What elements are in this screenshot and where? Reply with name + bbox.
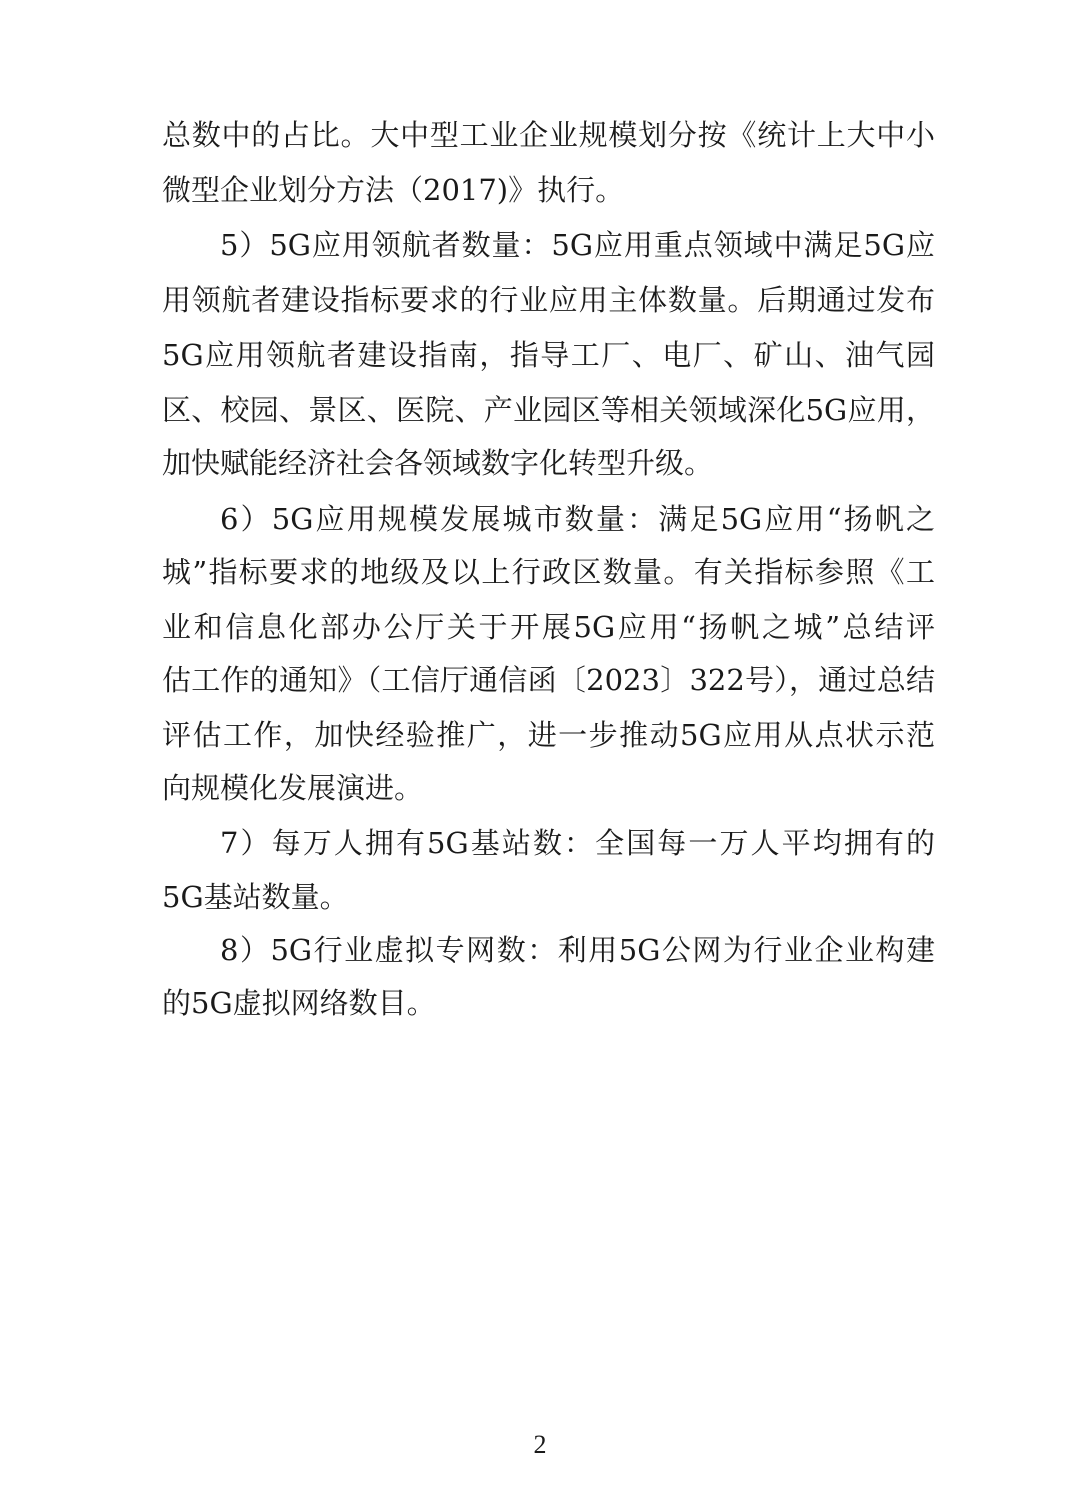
- paragraph-8-start: 8）5G行业虚拟专网数：利用5G公网为行业企业构建: [220, 933, 935, 967]
- paragraph-6-start: 6）5G应用规模发展城市数量：满足5G应用“扬帆之: [220, 502, 935, 536]
- text-line: 总数中的占比。大中型工业企业规模划分按《统计上大中小: [162, 118, 935, 152]
- text-line: 微型企业划分方法（2017)》执行。: [162, 173, 625, 207]
- text-line: 估工作的通知》（工信厅通信函〔2023〕322号），通过总结: [162, 663, 935, 697]
- paragraph-7-start: 7）每万人拥有5G基站数：全国每一万人平均拥有的: [220, 826, 935, 860]
- text-line: 区、校园、景区、医院、产业园区等相关领域深化5G应用，: [162, 393, 935, 427]
- text-line: 用领航者建设指标要求的行业应用主体数量。后期通过发布: [162, 283, 935, 317]
- text-line: 5G基站数量。: [162, 880, 349, 914]
- text-line: 评估工作，加快经验推广，进一步推动5G应用从点状示范: [162, 718, 935, 752]
- text-line: 加快赋能经济社会各领域数字化转型升级。: [162, 446, 714, 480]
- page-number: 2: [533, 1430, 547, 1459]
- text-line: 的5G虚拟网络数目。: [162, 986, 436, 1020]
- text-line: 城”指标要求的地级及以上行政区数量。有关指标参照《工: [162, 555, 935, 589]
- text-line: 业和信息化部办公厅关于开展5G应用“扬帆之城”总结评: [162, 610, 935, 644]
- paragraph-5-start: 5）5G应用领航者数量：5G应用重点领域中满足5G应: [220, 228, 935, 262]
- text-line: 5G应用领航者建设指南，指导工厂、电厂、矿山、油气园: [162, 338, 935, 372]
- text-line: 向规模化发展演进。: [162, 771, 424, 805]
